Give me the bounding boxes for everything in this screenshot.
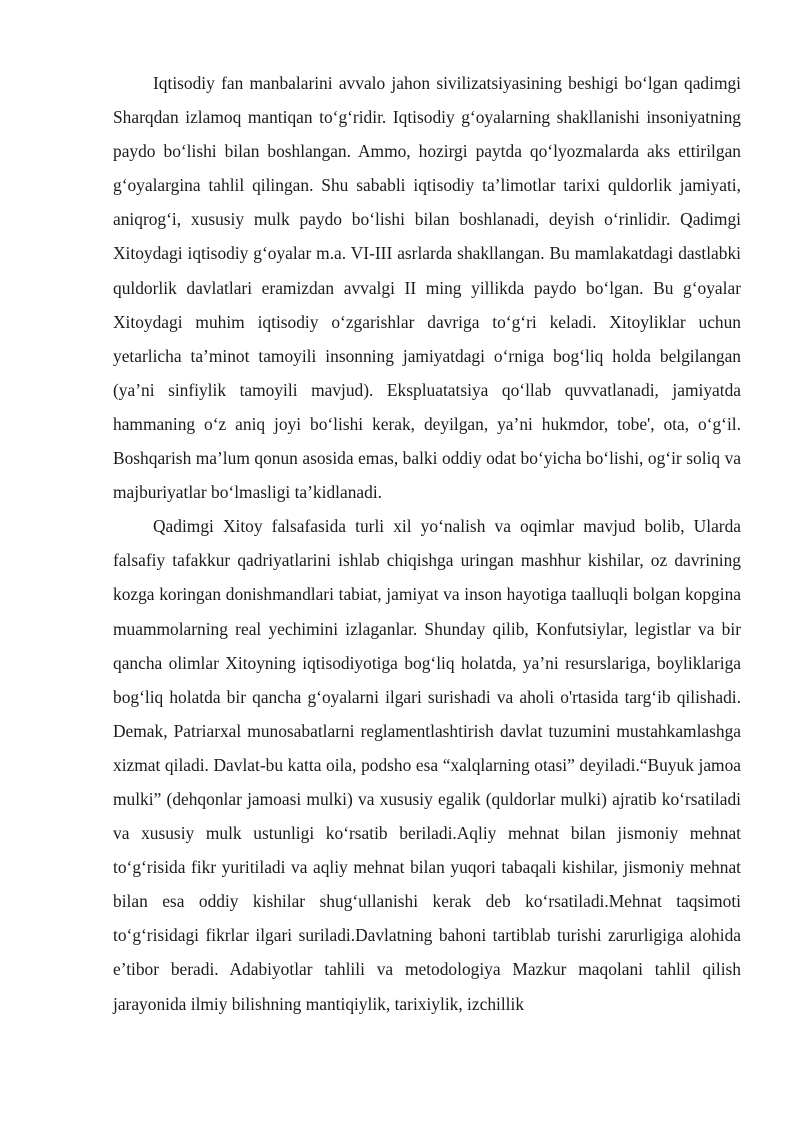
paragraph-1: Iqtisodiy fan manbalarini avvalo jahon sivilizatsiyasining beshigi bo‘lgan qadimgi Sharqdan izlamoq mantiqan to‘g‘ridir. Iqtisodiy g‘oyalarning shakllanishi insoniyatning paydo bo‘lishi bilan boshlangan. Ammo, hozirgi paytda qo‘lyozmalarda aks ettirilgan g‘oyalargina tahlil qilingan. Shu sababli iqtisodiy ta’limotlar tarixi quldorlik jamiyati, aniqrog‘i, xususiy mulk paydo bo‘lishi bilan boshlanadi, deyish o‘rinlidir. Qadimgi Xitoydagi iqtisodiy g‘oyalar m.a. VI-III asrlarda shakllangan. Bu mamlakatdagi dastlabki quldorlik davlatlari eramizdan avvalgi II ming yillikda paydo bo‘lgan. Bu g‘oyalar Xitoydagi muhim iqtisodiy o‘zgarishlar davriga to‘g‘ri keladi. Xitoyliklar uchun yetarlicha ta’minot tamoyili insonning jamiyatdagi o‘rniga bog‘liq holda belgilangan (ya’ni sinfiylik tamoyili mavjud). Ekspluatatsiya qo‘llab quvvatlanadi, jamiyatda hammaning o‘z aniq joyi bo‘lishi kerak, deyilgan, ya’ni hukmdor, tobe', ota, o‘g‘il. Boshqarish ma’lum qonun asosida emas, balki oddiy odat bo‘yicha bo‘lishi, og‘ir soliq va majburiyatlar bo‘lmasligi ta’kidlanadi. [113,73,741,503]
body-text [113,66,741,1021]
paragraph-2: Qadimgi Xitoy falsafasida turli xil yo‘nalish va oqimlar mavjud bolib, Ularda falsafiy tafakkur qadriyatlarini ishlab chiqishga uringan mashhur kishilar, oz davrining kozga koringan donishmandlari tabiat, jamiyat va inson hayotiga taalluqli bolgan kopgina muammolarning real yechimini izlaganlar. Shunday qilib, Konfutsiylar, legistlar va bir qancha olimlar Xitoyning iqtisodiyotiga bog‘liq holatda, ya’ni resurslariga, boyliklariga bog‘liq holatda bir qancha g‘oyalarni ilgari surishadi va aholi o'rtasida targ‘ib qilishadi. Demak, Patriarxal munosabatlarni reglamentlashtirish davlat tuzumini mustahkamlashga xizmat qiladi. Davlat-bu katta oila, podsho esa “xalqlarning otasi” deyiladi.“Buyuk jamoa mulki” (dehqonlar jamoasi mulki) va xususiy egalik (quldorlar mulki) ajratib ko‘rsatiladi va xususiy mulk ustunligi ko‘rsatib beriladi.Aqliy mehnat bilan jismoniy mehnat to‘g‘risida fikr yuritiladi va aqliy mehnat bilan yuqori tabaqali kishilar, jismoniy mehnat bilan esa oddiy kishilar shug‘ullanishi kerak deb ko‘rsatiladi.Mehnat taqsimoti to‘g‘risidagi fikrlar ilgari suriladi.Davlatning bahoni tartiblab turishi zarurligiga alohida e’tibor beradi. Adabiyotlar tahlili va metodologiya Mazkur maqolani tahlil qilish jarayonida ilmiy bilishning mantiqiylik, tarixiylik, izchillik [113,516,741,1014]
